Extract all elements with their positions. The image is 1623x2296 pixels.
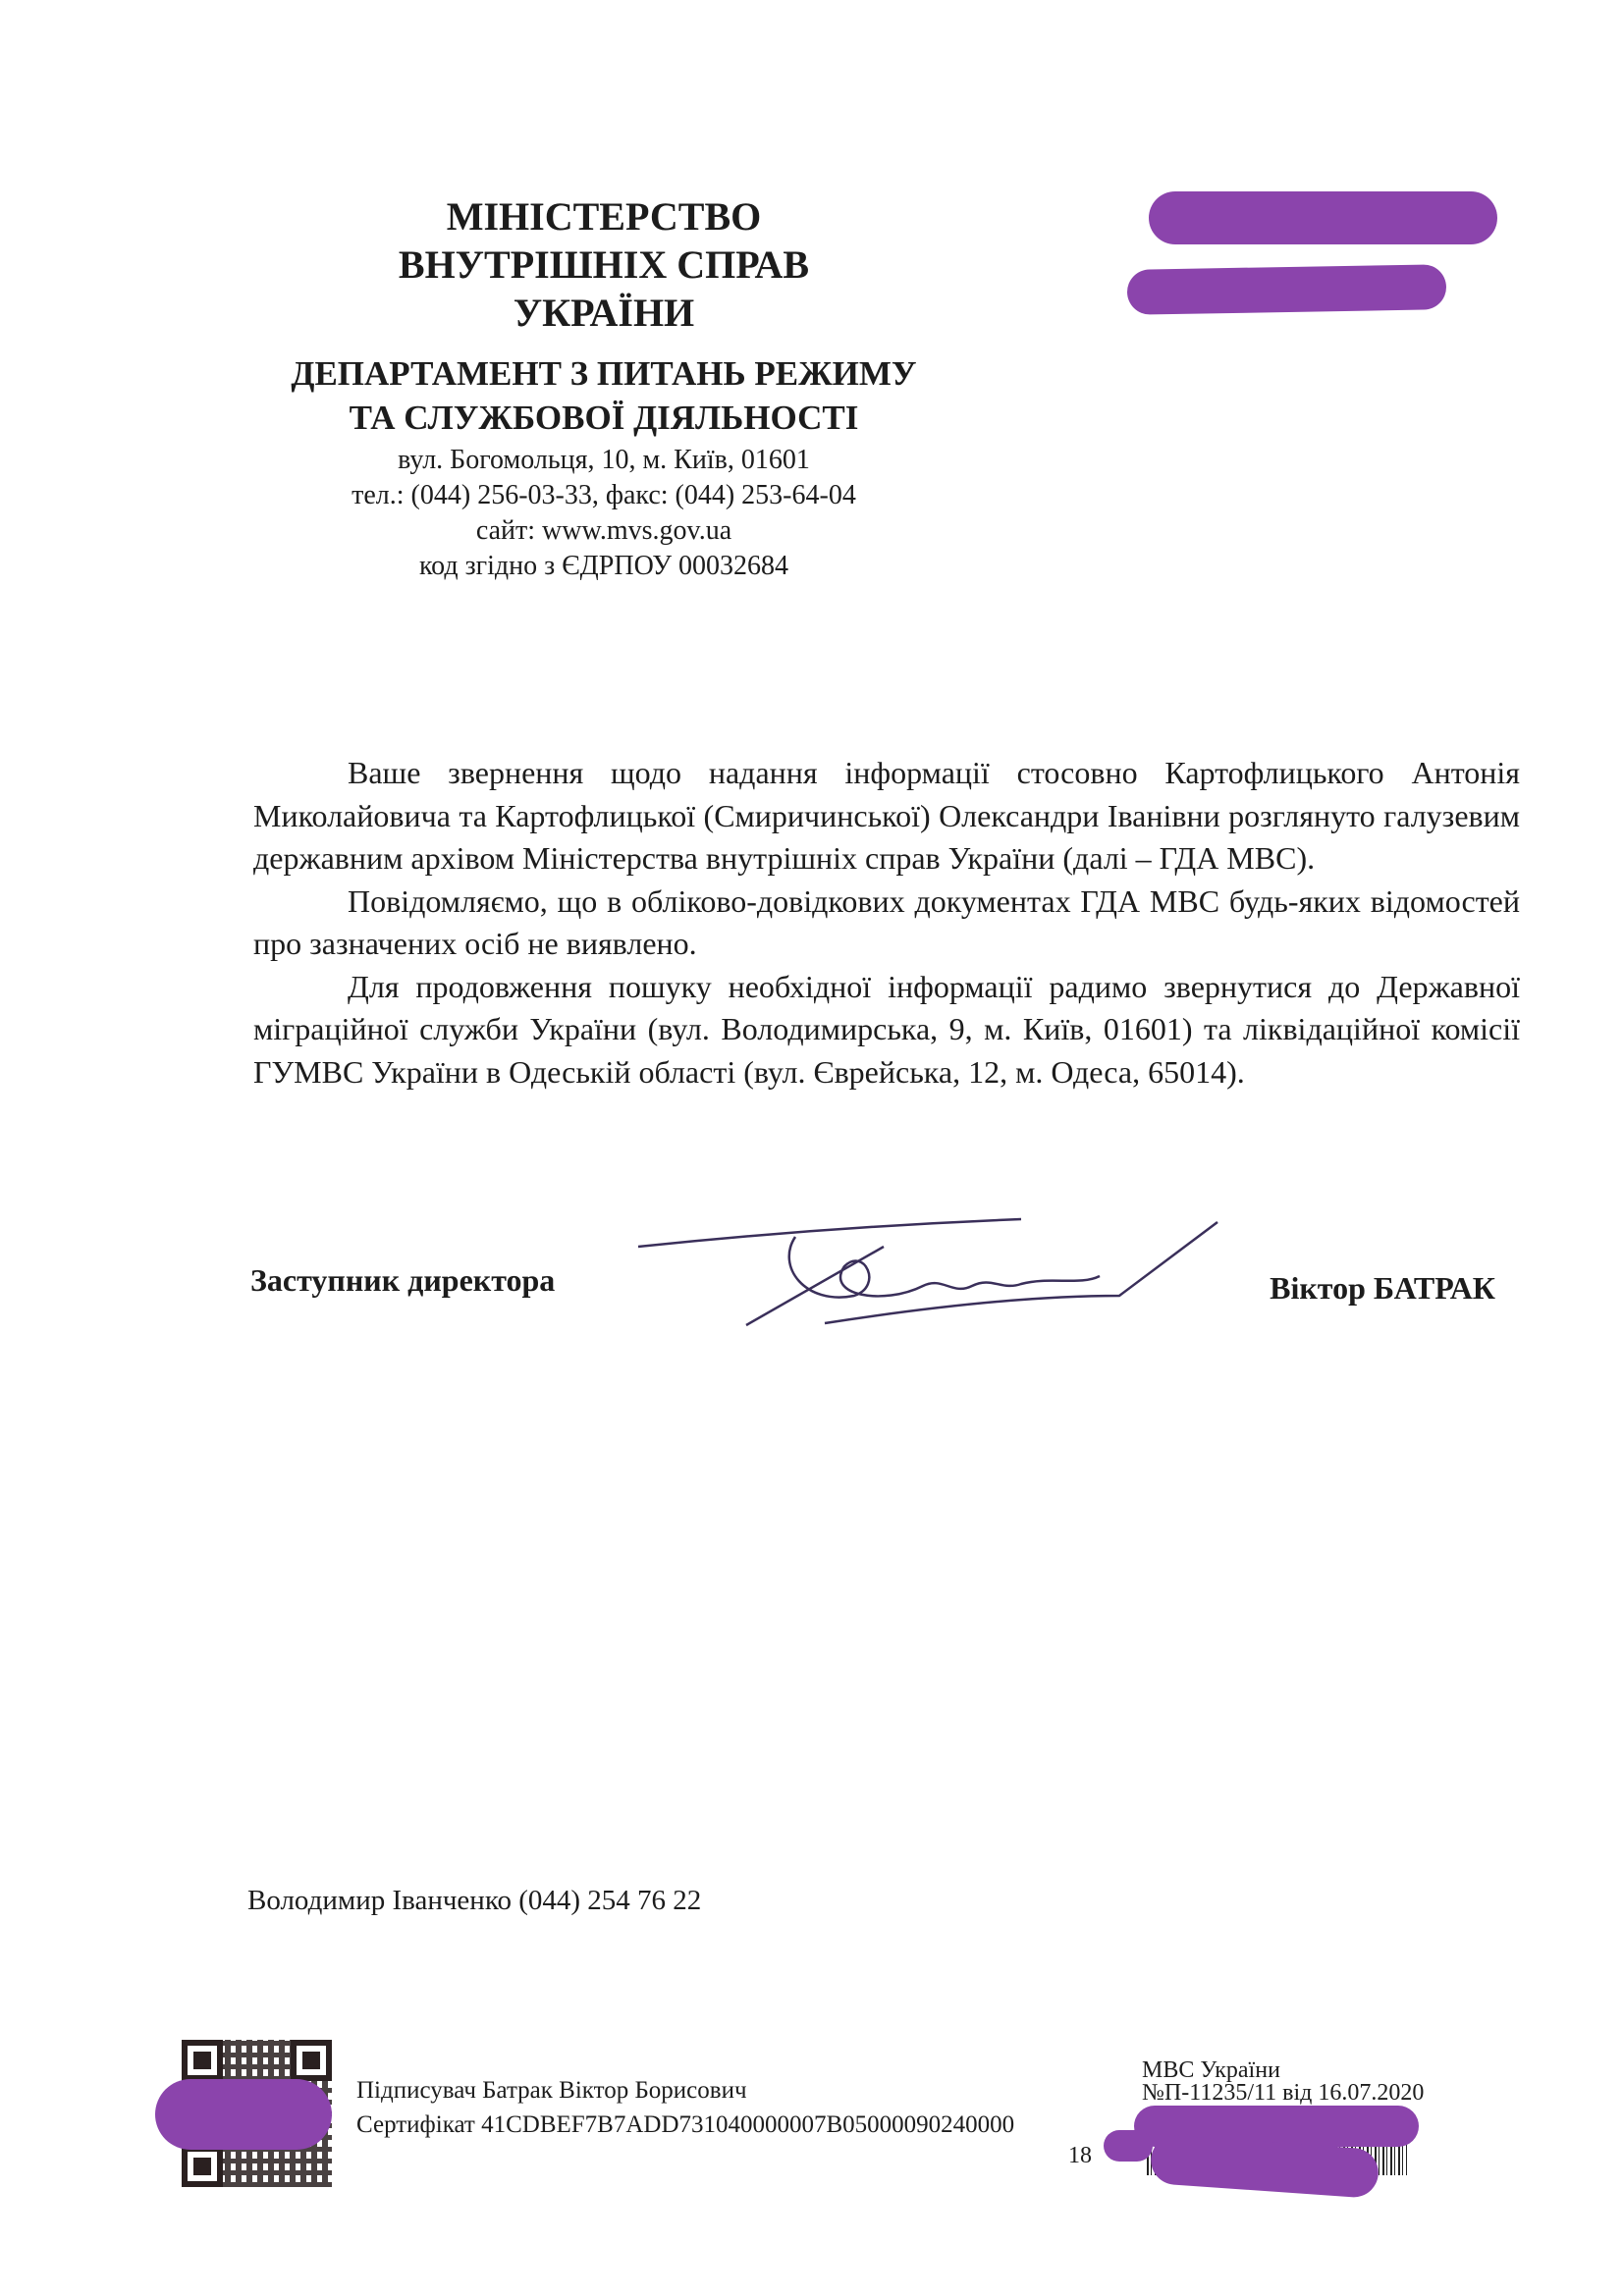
paragraph: Для продовження пошуку необхідної інформації радимо звернутися до Державної міграційної служби України (вул. Володимирська, 9, м. Київ, 01601) та ліквідаційної комісії ГУМВС України в Одеській області (вул. Єврейська, 12, м. Одеса, 65014). (253, 968, 1520, 1090)
phone-line: тел.: (044) 256-03-33, факс: (044) 253-64-04 (352, 480, 856, 510)
qr-finder (182, 2146, 223, 2187)
executor-contact: Володимир Іванченко (044) 254 76 22 (247, 1885, 702, 1916)
ministry-line: ВНУТРІШНІХ СПРАВ (398, 242, 810, 287)
signer-name: Підписувач Батрак Віктор Борисович (356, 2077, 747, 2104)
address-block (250, 443, 957, 584)
signatory-name: Віктор БАТРАК (1270, 1270, 1495, 1306)
department-title (250, 351, 957, 440)
qr-finder (291, 2040, 332, 2081)
letter-body (253, 752, 1520, 1094)
redaction-qr (155, 2079, 332, 2150)
digital-signature-info (356, 2073, 1014, 2142)
redaction-recipient-2 (1127, 264, 1447, 315)
handwritten-signature (628, 1207, 1237, 1335)
reg-org: МВС України (1142, 2057, 1280, 2083)
department-line: ТА СЛУЖБОВОЇ ДІЯЛЬНОСТІ (349, 399, 859, 437)
qr-finder (182, 2040, 223, 2081)
certificate-id: Сертифікат 41CDBEF7B7ADD731040000007B05000090240000 (356, 2111, 1015, 2138)
address-line: вул. Богомольця, 10, м. Київ, 01601 (398, 445, 810, 475)
website-line: сайт: www.mvs.gov.ua (475, 515, 732, 546)
signatory-role: Заступник директора (250, 1262, 556, 1298)
ministry-line: МІНІСТЕРСТВО (446, 194, 762, 239)
department-line: ДЕПАРТАМЕНТ З ПИТАНЬ РЕЖИМУ (291, 354, 917, 393)
redaction-recipient-1 (1149, 191, 1497, 244)
edrpou-line: код згідно з ЄДРПОУ 00032684 (418, 551, 789, 581)
reg-number: №П-11235/11 від 16.07.2020 (1142, 2080, 1425, 2106)
redaction-barcode-2 (1104, 2130, 1153, 2162)
paragraph: Ваше звернення щодо надання інформації стосовно Картофлицького Антонія Миколайовича та Картофлицької (Смиричинської) Олександри Іванівни розглянуто галузевим державним архівом Міністерства внутрішніх справ України (далі – ГДА МВС). (253, 755, 1520, 876)
registration-stamp (1142, 2059, 1424, 2105)
barcode-digits: 18 (1068, 2143, 1092, 2168)
ministry-title (250, 192, 957, 337)
paragraph: Повідомляємо, що в обліково-довідкових документах ГДА МВС будь-яких відомостей про зазначених осіб не виявлено. (253, 882, 1520, 961)
ministry-line: УКРАЇНИ (513, 291, 695, 335)
